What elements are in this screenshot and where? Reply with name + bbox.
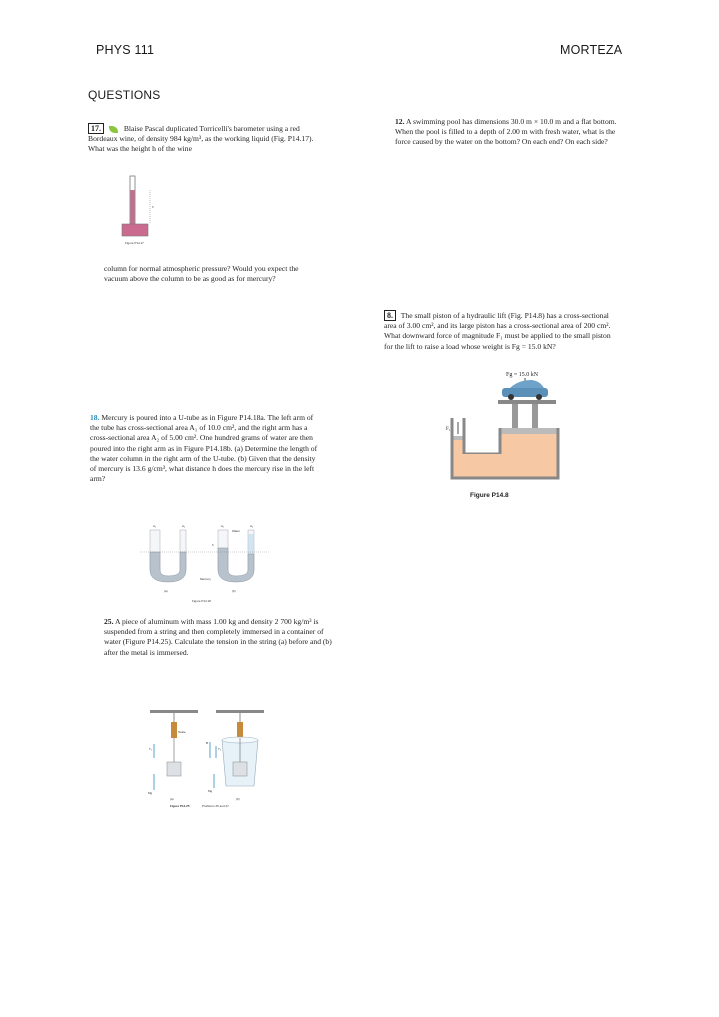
sub-b-label: (b) [232, 589, 236, 593]
figure-p14-17-caption: Figure P14.17 [125, 241, 144, 245]
scale-b [237, 722, 243, 738]
question-8-text: The small piston of a hydraulic lift (Fig. P14.8) has a cross-sectional area of 3.00 cm², and its large piston has a cross-sectional area of 200 cm². What downward force of magnitude F₁ must be applied to the small piston for the lift to raise a load whose weight is Fg = 15.0 kN? [384, 311, 611, 351]
question-12 [395, 117, 620, 148]
h-label: h [212, 543, 214, 547]
question-25-text: A piece of aluminum with mass 1.00 kg and density 2 700 kg/m³ is suspended from a string and then completely immersed in a container of water (Figure P14.25). Calculate the tension in the string (a) before and (b) after the metal is immersed. [104, 617, 332, 657]
question-18-text: Mercury is poured into a U-tube as in Figure P14.18a. The left arm of the tube has cross-sectional area A₁ of 10.0 cm², and the right arm has a cross-sectional area A₂ of 5.00 cm². One hundred grams of water are then poured into the right arm as in Figure P14.18b. (a) Determine the length of the water column in the right arm of the U-tube. (b) Given that the density of mercury is 13.6 g/cm³, what distance h does the mercury rise in the left arm? [90, 413, 318, 484]
lift-post-right [532, 404, 538, 428]
scale-a [171, 722, 177, 738]
leaf-icon [109, 126, 118, 133]
figure-p14-25-note: Problems 25 and 27. [202, 804, 230, 808]
fluid-right [502, 434, 557, 454]
large-piston [502, 428, 557, 434]
small-piston [454, 436, 463, 440]
lift-divider [464, 418, 500, 454]
water-label: Water [232, 529, 240, 533]
question-18-number: 18. [90, 413, 100, 422]
question-17-top [88, 123, 320, 155]
f1-label: F₁ [446, 427, 451, 432]
header-left: PHYS 111 [96, 43, 155, 57]
sub-a-label-25: (a) [170, 797, 174, 801]
mg-label-b: Mg [208, 789, 213, 793]
lift-platform [498, 400, 556, 404]
fg-label: Fg = 15.0 kN [506, 372, 539, 378]
aluminum-block-b [233, 762, 247, 776]
fluid-left [454, 440, 463, 454]
figure-p14-18-caption: Figure P14.18 [192, 599, 211, 603]
question-12-number: 12. [395, 117, 405, 126]
a2-label-a: A₂ [182, 524, 186, 528]
figure-p14-17 [115, 172, 165, 248]
question-18 [90, 413, 318, 484]
question-17-number: 17. [88, 123, 104, 134]
question-25-number: 25. [104, 617, 114, 626]
header-right: MORTEZA [560, 43, 623, 57]
u-tube-a [150, 524, 186, 593]
question-8-number: 8. [384, 310, 396, 321]
fig-h-label: h [152, 205, 154, 209]
a1-label-b: A₁ [221, 524, 225, 528]
a1-label-a: A₁ [153, 524, 157, 528]
car-icon [502, 380, 548, 400]
question-17-text-bottom: column for normal atmospheric pressure? Would you expect the vacuum above the column to be as good as for mercury? [104, 264, 299, 284]
mg-label-a: Mg [148, 791, 153, 795]
figure-p14-25-caption: Figure P14.25 [170, 804, 190, 808]
sub-a-label: (a) [164, 589, 168, 593]
u-tube-b [200, 524, 254, 593]
question-8 [384, 310, 616, 352]
figure-p14-25 [140, 706, 280, 810]
a2-label-b: A₂ [250, 524, 254, 528]
figure-p14-8 [440, 366, 615, 506]
question-25 [104, 617, 332, 658]
sub-b-label-25: (b) [236, 797, 240, 801]
water-column [249, 534, 254, 554]
b-label: B [206, 741, 209, 745]
question-12-text: A swimming pool has dimensions 30.0 m × 10.0 m and a flat bottom. When the pool is filled to a depth of 2.00 m with fresh water, what is the force caused by the water on the bottom? On each end? On each side? [395, 117, 617, 147]
section-title: QUESTIONS [88, 88, 161, 102]
t2-label: T₂ [218, 747, 221, 751]
figure-p14-18 [140, 520, 275, 606]
mercury-label: Mercury [200, 577, 211, 581]
scale-label-a: Scale [178, 730, 186, 734]
t1-label: T₁ [149, 747, 152, 751]
figure-p14-8-caption: Figure P14.8 [470, 492, 509, 499]
wine-dish [122, 224, 148, 236]
ceiling-a [150, 710, 198, 713]
question-17-text-top: Blaise Pascal duplicated Torricelli's barometer using a red Bordeaux wine, of density 984 kg/m³, as the working liquid (Fig. P14.17). What was the height h of the wine [88, 124, 314, 154]
aluminum-block-a [167, 762, 181, 776]
ceiling-b [216, 710, 264, 713]
fluid-bottom [454, 454, 557, 477]
lift-post-left [512, 404, 518, 428]
wine-column [131, 190, 135, 226]
